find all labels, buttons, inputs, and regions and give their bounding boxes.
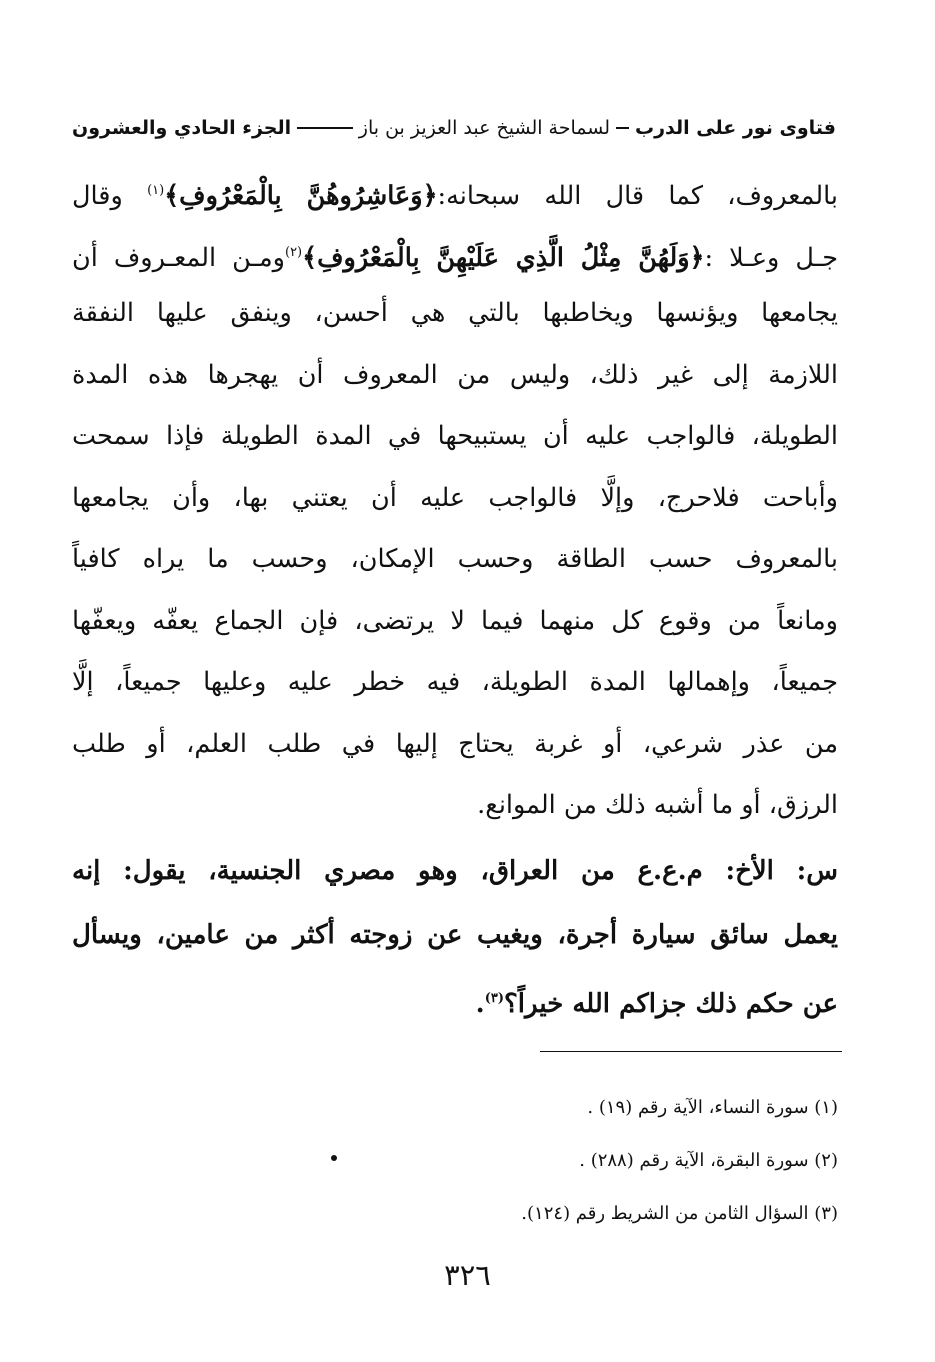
- footnote-item: (١) سورة النساء، الآية رقم (١٩) .: [587, 1097, 838, 1118]
- footnote-item: (٢) سورة البقرة، الآية رقم (٢٨٨) .: [579, 1150, 838, 1171]
- quran-verse: ﴿وَعَاشِرُوهُنَّ بِالْمَعْرُوفِ﴾: [164, 181, 438, 211]
- body-line: وأباحت فلاحرج، وإلَّا فالواجب عليه أن يعتني بها، وأن يجامعها: [72, 482, 838, 513]
- quran-verse: ﴿وَلَهُنَّ مِثْلُ الَّذِي عَلَيْهِنَّ بِالْمَعْرُوفِ﴾: [302, 242, 705, 273]
- running-header: [72, 112, 840, 144]
- body-line: اللازمة إلى غير ذلك، وليس من المعروف أن يهجرها هذه المدة: [72, 359, 838, 390]
- question-line-text: عن حكم ذلك جزاكم الله خيراً؟: [503, 989, 838, 1019]
- body-text: [72, 160, 838, 837]
- question-line: يعمل سائق سيارة أجرة، ويغيب عن زوجته أكثر من عامين، ويسأل: [72, 920, 838, 950]
- question-end: .: [475, 989, 485, 1019]
- question-line: س: الأخ: م.ع.ع من العراق، وهو مصري الجنسية، يقول: إنه: [72, 856, 838, 886]
- header-dash: [616, 127, 629, 129]
- question-line: [72, 967, 838, 1036]
- volume-title: الجزء الحادي والعشرون: [72, 117, 292, 139]
- header-rule: [297, 127, 353, 129]
- footnote-ref: (٢): [284, 244, 303, 260]
- footnote-item: (٣) السؤال الثامن من الشريط رقم (١٢٤).: [521, 1203, 838, 1224]
- body-line: الرزق، أو ما أشبه ذلك من الموانع.: [477, 790, 838, 820]
- body-line: [72, 160, 838, 222]
- footnotes: [521, 1090, 838, 1249]
- footnote-ref: (٣): [484, 991, 504, 1006]
- body-line-text: بالمعروف، كما قال الله سبحانه:: [437, 181, 838, 211]
- body-line: ومانعاً من وقوع كل منهما فيما لا يرتضى، فإن الجماع يعفّه ويعفّها: [72, 605, 838, 636]
- ink-dot: [331, 1155, 337, 1161]
- question-paragraph: [72, 839, 838, 1036]
- body-line-text: وقال: [72, 181, 148, 211]
- footnote-separator: [540, 1051, 842, 1052]
- page-number: ٣٢٦: [444, 1258, 491, 1292]
- book-title: فتاوى نور على الدرب: [635, 117, 836, 139]
- body-line-text: ومـن المعـروف أن: [72, 242, 285, 273]
- footnote-ref: (١): [147, 183, 165, 198]
- body-line-text: جـل وعـلا :: [704, 242, 838, 273]
- body-line: [72, 222, 838, 284]
- body-line: من عذر شرعي، أو غربة يحتاج إليها في طلب العلم، أو طلب: [72, 728, 838, 759]
- author-name: لسماحة الشيخ عبد العزيز بن باز: [358, 117, 610, 139]
- body-line: بالمعروف حسب الطاقة وحسب الإمكان، وحسب ما يراه كافياً: [72, 544, 838, 574]
- body-line: جميعاً، وإهمالها المدة الطويلة، فيه خطر عليه وعليها جميعاً، إلَّا: [72, 667, 838, 697]
- body-line: يجامعها ويؤنسها ويخاطبها بالتي هي أحسن، وينفق عليها النفقة: [72, 298, 838, 328]
- body-line: الطويلة، فالواجب عليه أن يستبيحها في المدة الطويلة فإذا سمحت: [72, 421, 838, 451]
